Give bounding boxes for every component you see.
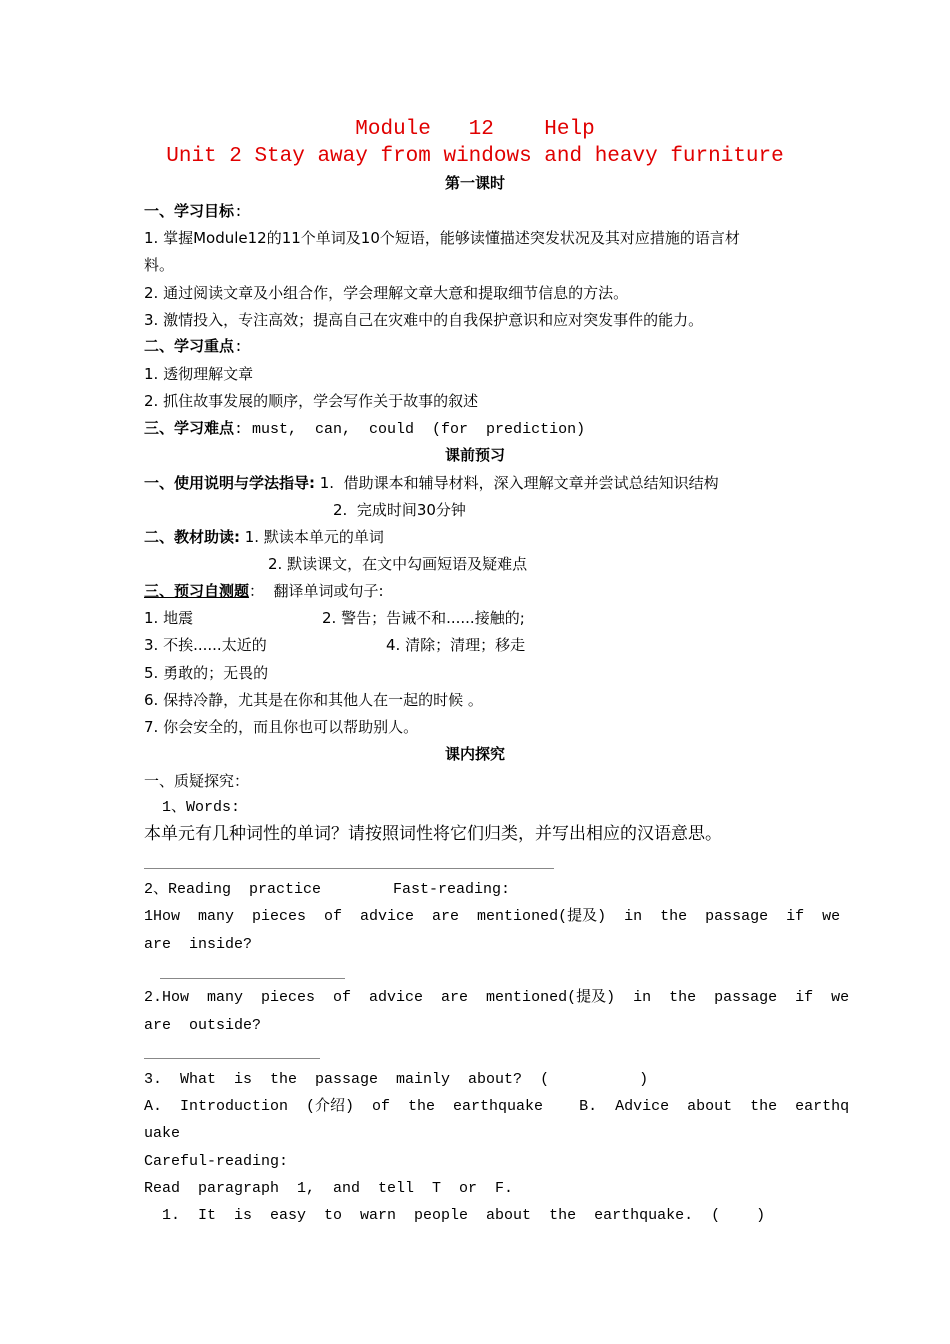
careful-reading-label: Careful-reading: <box>144 1153 289 1170</box>
focus-heading: 二、学习重点 <box>144 337 235 355</box>
difficulty-heading: 三、学习难点 <box>144 419 235 437</box>
goals-line <box>144 201 243 223</box>
answer-line <box>160 978 345 979</box>
guide-item-1: 1. 借助课本和辅导材料，深入理解文章并尝试总结知识结构 <box>315 474 719 492</box>
help-item-2: 2. 默读课文，在文中勾画短语及疑难点 <box>268 555 528 573</box>
question-1-cont: are inside? <box>144 936 253 953</box>
goal-item-3: 3. 激情投入，专注高效；提高自己在灾难中的自我保护意识和应对突发事件的能力。 <box>144 311 704 329</box>
test-heading: 三、预习自测题 <box>144 582 250 600</box>
preview-heading: 课前预习 <box>444 446 505 464</box>
test-item-4: 4. 清除；清理；移走 <box>386 636 526 654</box>
module-title: Module 12 Help <box>355 118 595 141</box>
difficulty-text: : must, can, could (for prediction) <box>234 421 586 438</box>
question-3-options: A. Introduction (介绍) of the earthquake B. Advice about the earthq <box>144 1098 850 1115</box>
guide-item-2: 2. 完成时间30分钟 <box>333 501 466 519</box>
question-2: 2.How many pieces of advice are mentioned(提及) in the passage if we <box>144 989 850 1006</box>
help-item-1: 1. 默读本单元的单词 <box>240 528 384 546</box>
unit-title: Unit 2 Stay away from windows and heavy furniture <box>166 145 784 168</box>
paragraph-instruction: Read paragraph 1, and tell T or F. <box>144 1180 514 1197</box>
words-label: 1、Words: <box>144 799 241 816</box>
help-line <box>144 527 384 547</box>
goal-item-2: 2. 通过阅读文章及小组合作，学会理解文章大意和提取细节信息的方法。 <box>144 284 629 302</box>
goal-item-1: 1. 掌握Module12的11个单词及10个短语，能够读懂描述突发状况及其对应措施的语言材 <box>144 229 740 247</box>
guide-heading: 一、使用说明与学法指导: <box>144 474 315 492</box>
test-item-6: 6. 保持冷静，尤其是在你和其他人在一起的时候 。 <box>144 691 483 709</box>
guide-line <box>144 473 719 493</box>
focus-colon: : <box>234 339 244 356</box>
test-line <box>144 581 384 601</box>
question-3-options-cont: uake <box>144 1125 181 1142</box>
focus-item-1: 1. 透彻理解文章 <box>144 365 254 383</box>
true-false-item-1: 1. It is easy to warn people about the earthquake. ( ) <box>144 1207 766 1224</box>
focus-item-2: 2. 抓住故事发展的顺序，学会写作关于故事的叙述 <box>144 392 479 410</box>
goal-item-1-cont: 料。 <box>144 256 175 274</box>
reading-label: 2、Reading practice Fast-reading: <box>144 881 511 898</box>
difficulty-line <box>144 418 585 440</box>
answer-line <box>144 1058 320 1059</box>
question-3: 3. What is the passage mainly about? ( ) <box>144 1071 649 1088</box>
help-heading: 二、教材助读: <box>144 528 240 546</box>
test-item-1: 1. 地震 <box>144 609 194 627</box>
answer-line <box>144 868 554 869</box>
goals-heading: 一、学习目标 <box>144 202 235 220</box>
test-item-7: 7. 你会安全的，而且你也可以帮助别人。 <box>144 718 419 736</box>
lesson-heading: 第一课时 <box>444 174 505 192</box>
focus-line <box>144 336 243 358</box>
question-1: 1How many pieces of advice are mentioned(提及) in the passage if we <box>144 908 841 925</box>
inclass-heading: 课内探究 <box>444 745 505 763</box>
test-item-5: 5. 勇敢的；无畏的 <box>144 664 269 682</box>
question-2-cont: are outside? <box>144 1017 262 1034</box>
words-question: 本单元有几种词性的单词？请按照词性将它们归类，并写出相应的汉语意思。 <box>144 824 722 844</box>
goals-colon: : <box>234 204 244 221</box>
test-intro: ： 翻译单词或句子: <box>249 582 384 600</box>
inquiry-heading: 一、质疑探究： <box>144 772 250 790</box>
test-item-2: 2. 警告；告诫不和......接触的; <box>322 609 525 627</box>
test-item-3: 3. 不挨......太近的 <box>144 636 267 654</box>
